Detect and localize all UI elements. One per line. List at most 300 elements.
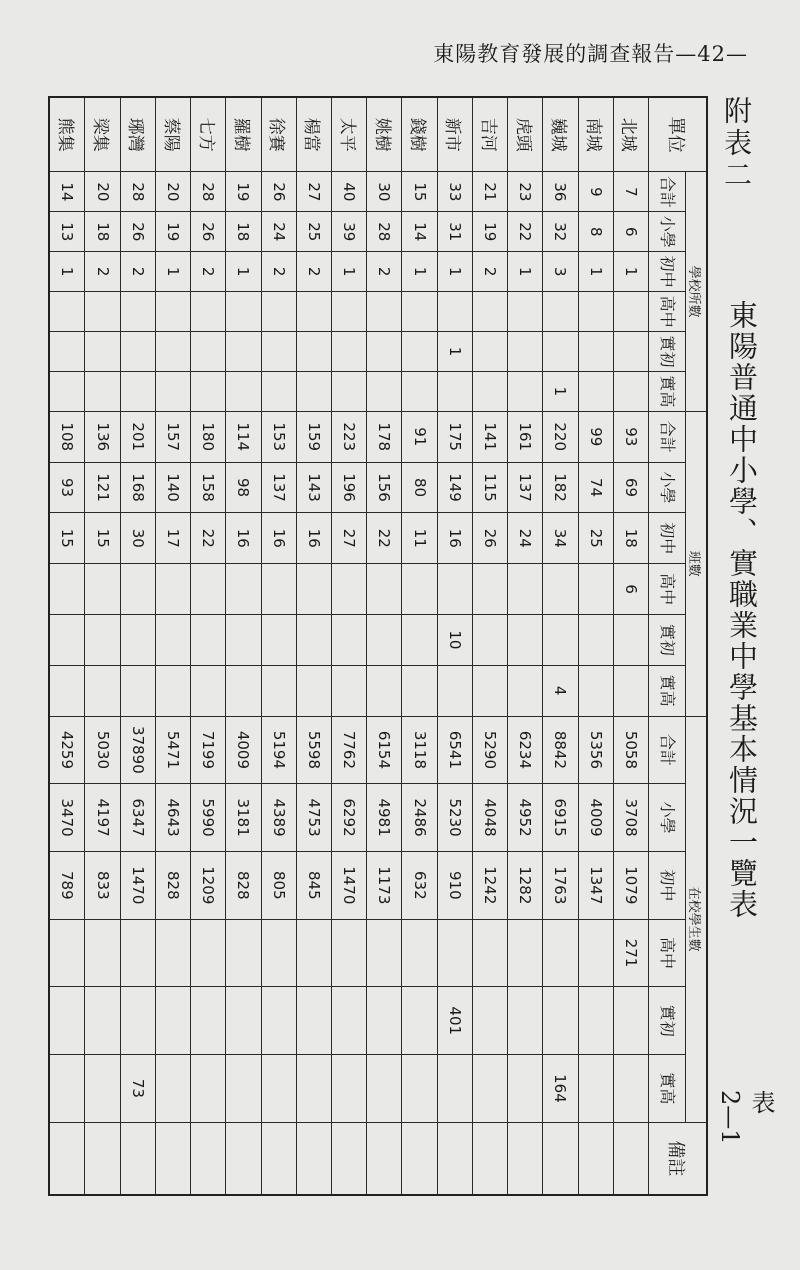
subheader-st-3: 高中 [649,919,686,987]
cell-st-0: 7762 [332,716,367,784]
cell-c-1: 149 [437,462,472,513]
cell-s-5 [226,371,261,411]
cell-c-4 [226,614,261,665]
cell-s-5 [261,371,296,411]
unit-cell: 錢樹 [402,97,437,172]
table-row [226,97,261,1195]
cell-s-0: 30 [367,172,402,212]
cell-st-2: 1079 [613,851,648,919]
cell-s-1: 26 [191,212,226,252]
cell-c-1: 115 [472,462,507,513]
unit-cell: 姚樹 [367,97,402,172]
cell-s-2: 1 [155,252,190,292]
cell-s-4 [191,332,226,372]
cell-s-0: 19 [226,172,261,212]
cell-st-0: 5356 [578,716,613,784]
cell-c-0: 223 [332,411,367,462]
cell-s-4 [120,332,155,372]
cell-s-1: 25 [296,212,331,252]
cell-st-0: 5598 [296,716,331,784]
cell-c-1: 93 [49,462,85,513]
cell-st-0: 5058 [613,716,648,784]
cell-s-4: 1 [437,332,472,372]
table-row [120,97,155,1195]
cell-st-5 [155,1055,190,1123]
cell-c-5 [437,665,472,716]
cell-s-0: 14 [49,172,85,212]
cell-st-5 [437,1055,472,1123]
cell-st-3 [402,919,437,987]
cell-s-1: 26 [120,212,155,252]
cell-st-0: 5290 [472,716,507,784]
cell-s-1: 32 [543,212,578,252]
note-cell [296,1122,331,1195]
subheader-row [649,97,686,1195]
cell-c-5 [226,665,261,716]
cell-c-3 [120,564,155,615]
cell-c-1: 168 [120,462,155,513]
note-cell [49,1122,85,1195]
cell-c-5 [367,665,402,716]
cell-s-5: 1 [543,371,578,411]
cell-c-0: 91 [402,411,437,462]
cell-c-2: 11 [402,513,437,564]
table-row [578,97,613,1195]
cell-s-3 [49,292,85,332]
cell-s-0: 28 [191,172,226,212]
table-row [367,97,402,1195]
cell-st-2: 828 [226,851,261,919]
note-cell [367,1122,402,1195]
cell-c-3 [155,564,190,615]
cell-s-5 [578,371,613,411]
cell-st-1: 4048 [472,784,507,852]
cell-st-1: 2486 [402,784,437,852]
cell-c-1: 137 [508,462,543,513]
unit-cell: 巍城 [543,97,578,172]
cell-s-3 [367,292,402,332]
cell-s-4 [472,332,507,372]
cell-st-2: 1763 [543,851,578,919]
cell-s-5 [613,371,648,411]
cell-st-0: 8842 [543,716,578,784]
cell-s-2: 2 [367,252,402,292]
cell-c-5: 4 [543,665,578,716]
cell-st-4 [191,987,226,1055]
cell-st-2: 789 [49,851,85,919]
cell-s-2: 2 [296,252,331,292]
cell-s-3 [85,292,120,332]
cell-c-4 [367,614,402,665]
cell-c-0: 178 [367,411,402,462]
cell-c-2: 27 [332,513,367,564]
table-row [332,97,367,1195]
cell-s-1: 18 [85,212,120,252]
note-header: 備註 [649,1122,708,1195]
cell-st-4 [261,987,296,1055]
cell-c-2: 26 [472,513,507,564]
cell-s-1: 14 [402,212,437,252]
cell-c-0: 136 [85,411,120,462]
cell-s-2: 1 [402,252,437,292]
cell-st-1: 5990 [191,784,226,852]
cell-s-2: 3 [543,252,578,292]
subheader-s-3: 高中 [649,292,686,332]
cell-s-5 [472,371,507,411]
cell-s-2: 2 [472,252,507,292]
cell-s-3 [120,292,155,332]
cell-s-2: 2 [191,252,226,292]
note-cell [578,1122,613,1195]
cell-s-4 [332,332,367,372]
cell-c-1: 156 [367,462,402,513]
cell-s-1: 13 [49,212,85,252]
cell-s-0: 15 [402,172,437,212]
cell-s-0: 21 [472,172,507,212]
cell-s-3 [296,292,331,332]
cell-st-2: 632 [402,851,437,919]
attachment-label: 附表二 [720,96,753,192]
cell-st-1: 4952 [508,784,543,852]
table-row [402,97,437,1195]
cell-st-2: 833 [85,851,120,919]
cell-st-2: 1282 [508,851,543,919]
cell-s-1: 18 [226,212,261,252]
cell-st-3 [49,919,85,987]
cell-s-5 [120,371,155,411]
cell-s-4 [261,332,296,372]
cell-c-4 [155,614,190,665]
cell-c-5 [155,665,190,716]
unit-cell: 熊集 [49,97,85,172]
note-cell [226,1122,261,1195]
cell-s-5 [49,371,85,411]
cell-st-2: 1470 [120,851,155,919]
table-number-value: 2—1 [716,1090,744,1145]
cell-s-4 [296,332,331,372]
cell-st-5 [261,1055,296,1123]
cell-st-1: 4389 [261,784,296,852]
students-group-header: 在校學生數 [686,716,708,1122]
cell-st-2: 1347 [578,851,613,919]
cell-st-5 [508,1055,543,1123]
subheader-st-5: 實高 [649,1055,686,1123]
cell-s-4 [85,332,120,372]
cell-s-2: 2 [120,252,155,292]
cell-st-1: 3470 [49,784,85,852]
cell-c-3 [191,564,226,615]
cell-st-0: 7199 [191,716,226,784]
unit-cell: 太平 [332,97,367,172]
cell-s-1: 8 [578,212,613,252]
cell-st-3 [226,919,261,987]
cell-s-2: 1 [578,252,613,292]
running-head: 東陽教育發展的調查報告—42— [433,42,748,66]
cell-st-1: 6347 [120,784,155,852]
cell-c-2: 16 [261,513,296,564]
cell-c-5 [508,665,543,716]
cell-c-2: 18 [613,513,648,564]
cell-st-3 [85,919,120,987]
cell-s-3 [472,292,507,332]
cell-c-3 [261,564,296,615]
cell-s-1: 19 [472,212,507,252]
cell-s-3 [261,292,296,332]
cell-s-1: 28 [367,212,402,252]
cell-c-5 [402,665,437,716]
note-cell [543,1122,578,1195]
cell-s-0: 28 [120,172,155,212]
cell-s-0: 27 [296,172,331,212]
note-cell [402,1122,437,1195]
cell-s-1: 19 [155,212,190,252]
subheader-c-1: 小學 [649,462,686,513]
cell-st-5 [49,1055,85,1123]
subheader-s-0: 合計 [649,172,686,212]
cell-s-0: 20 [85,172,120,212]
cell-c-2: 34 [543,513,578,564]
cell-c-3 [508,564,543,615]
unit-cell: 蔡陽 [155,97,190,172]
cell-s-3 [508,292,543,332]
cell-s-3 [437,292,472,332]
cell-c-5 [85,665,120,716]
unit-cell: 楊當 [296,97,331,172]
subheader-s-4: 實初 [649,332,686,372]
cell-st-2: 828 [155,851,190,919]
cell-st-3 [437,919,472,987]
unit-cell: 吉河 [472,97,507,172]
cell-st-0: 5471 [155,716,190,784]
cell-s-1: 39 [332,212,367,252]
table-number-prefix: 表 [747,1090,775,1114]
cell-c-4 [296,614,331,665]
cell-s-0: 9 [578,172,613,212]
cell-st-3 [261,919,296,987]
table-number [716,1090,779,1145]
cell-st-5: 73 [120,1055,155,1123]
subheader-c-0: 合計 [649,411,686,462]
cell-c-0: 141 [472,411,507,462]
cell-s-0: 36 [543,172,578,212]
cell-c-2: 30 [120,513,155,564]
cell-c-3 [402,564,437,615]
cell-st-0: 4259 [49,716,85,784]
cell-c-1: 74 [578,462,613,513]
cell-st-5 [402,1055,437,1123]
cell-c-3 [85,564,120,615]
cell-s-0: 26 [261,172,296,212]
unit-cell: 新市 [437,97,472,172]
cell-st-5 [332,1055,367,1123]
cell-s-4 [367,332,402,372]
cell-st-0: 6154 [367,716,402,784]
table-row [49,97,85,1195]
cell-st-3 [472,919,507,987]
cell-s-3 [543,292,578,332]
cell-c-0: 161 [508,411,543,462]
cell-st-2: 1242 [472,851,507,919]
note-cell [120,1122,155,1195]
table-row [261,97,296,1195]
cell-st-3 [367,919,402,987]
cell-st-4 [543,987,578,1055]
cell-s-5 [155,371,190,411]
table-row [296,97,331,1195]
cell-s-3 [191,292,226,332]
cell-st-4 [402,987,437,1055]
cell-s-4 [578,332,613,372]
cell-c-0: 114 [226,411,261,462]
cell-c-3 [367,564,402,615]
cell-s-4 [508,332,543,372]
cell-st-0: 5030 [85,716,120,784]
cell-c-1: 80 [402,462,437,513]
cell-c-3: 6 [613,564,648,615]
cell-c-0: 108 [49,411,85,462]
cell-c-5 [613,665,648,716]
cell-c-4 [402,614,437,665]
unit-cell: 虎頭 [508,97,543,172]
subheader-c-3: 高中 [649,564,686,615]
cell-st-5 [613,1055,648,1123]
unit-cell: 琊灣 [120,97,155,172]
cell-c-0: 175 [437,411,472,462]
cell-s-3 [578,292,613,332]
cell-st-1: 3181 [226,784,261,852]
cell-c-1: 69 [613,462,648,513]
cell-st-3: 271 [613,919,648,987]
subheader-c-5: 實高 [649,665,686,716]
cell-c-2: 17 [155,513,190,564]
cell-st-5: 164 [543,1055,578,1123]
table-row [613,97,648,1195]
cell-c-0: 180 [191,411,226,462]
cell-c-2: 25 [578,513,613,564]
cell-st-0: 37890 [120,716,155,784]
cell-c-2: 16 [296,513,331,564]
cell-s-1: 22 [508,212,543,252]
cell-c-2: 16 [437,513,472,564]
subheader-st-0: 合計 [649,716,686,784]
cell-c-2: 15 [49,513,85,564]
cell-st-0: 3118 [402,716,437,784]
cell-st-1: 5230 [437,784,472,852]
table-row [437,97,472,1195]
note-cell [85,1122,120,1195]
note-cell [332,1122,367,1195]
cell-st-1: 4753 [296,784,331,852]
cell-c-0: 93 [613,411,648,462]
cell-s-2: 1 [226,252,261,292]
cell-st-5 [191,1055,226,1123]
cell-st-1: 6292 [332,784,367,852]
cell-c-4 [191,614,226,665]
cell-st-4 [226,987,261,1055]
cell-c-1: 158 [191,462,226,513]
cell-s-4 [155,332,190,372]
cell-s-5 [191,371,226,411]
cell-st-2: 1470 [332,851,367,919]
cell-c-3 [578,564,613,615]
data-table [48,96,708,1196]
table-row [155,97,190,1195]
cell-c-4 [261,614,296,665]
cell-c-3 [472,564,507,615]
cell-c-5 [296,665,331,716]
cell-st-3 [191,919,226,987]
cell-s-5 [85,371,120,411]
cell-c-5 [120,665,155,716]
cell-s-4 [543,332,578,372]
cell-c-0: 220 [543,411,578,462]
cell-c-2: 15 [85,513,120,564]
cell-c-4 [578,614,613,665]
cell-c-2: 24 [508,513,543,564]
cell-c-5 [332,665,367,716]
cell-st-1: 3708 [613,784,648,852]
cell-c-3 [332,564,367,615]
cell-c-1: 121 [85,462,120,513]
cell-s-5 [402,371,437,411]
cell-c-3 [296,564,331,615]
cell-c-4 [85,614,120,665]
cell-c-0: 201 [120,411,155,462]
table-body [49,97,649,1195]
cell-st-4 [508,987,543,1055]
cell-c-2: 22 [191,513,226,564]
cell-s-3 [155,292,190,332]
cell-s-0: 40 [332,172,367,212]
cell-c-5 [191,665,226,716]
cell-s-2: 2 [261,252,296,292]
cell-st-1: 4197 [85,784,120,852]
cell-st-4 [49,987,85,1055]
cell-st-2: 845 [296,851,331,919]
table-row [191,97,226,1195]
subheader-st-2: 初中 [649,851,686,919]
cell-c-1: 182 [543,462,578,513]
unit-cell: 七方 [191,97,226,172]
cell-c-2: 22 [367,513,402,564]
cell-c-0: 99 [578,411,613,462]
cell-c-5 [472,665,507,716]
cell-st-3 [332,919,367,987]
cell-s-5 [508,371,543,411]
cell-c-5 [49,665,85,716]
cell-st-1: 4643 [155,784,190,852]
cell-c-0: 159 [296,411,331,462]
cell-st-1: 4981 [367,784,402,852]
subheader-s-5: 實高 [649,371,686,411]
cell-st-5 [296,1055,331,1123]
cell-st-3 [578,919,613,987]
cell-s-3 [226,292,261,332]
cell-s-3 [402,292,437,332]
unit-cell: 南城 [578,97,613,172]
cell-c-3 [437,564,472,615]
cell-st-5 [226,1055,261,1123]
cell-st-3 [543,919,578,987]
cell-st-4 [472,987,507,1055]
cell-st-4 [85,987,120,1055]
cell-s-4 [613,332,648,372]
cell-s-4 [402,332,437,372]
cell-s-2: 2 [85,252,120,292]
cell-c-4 [120,614,155,665]
cell-c-3 [543,564,578,615]
note-cell [191,1122,226,1195]
